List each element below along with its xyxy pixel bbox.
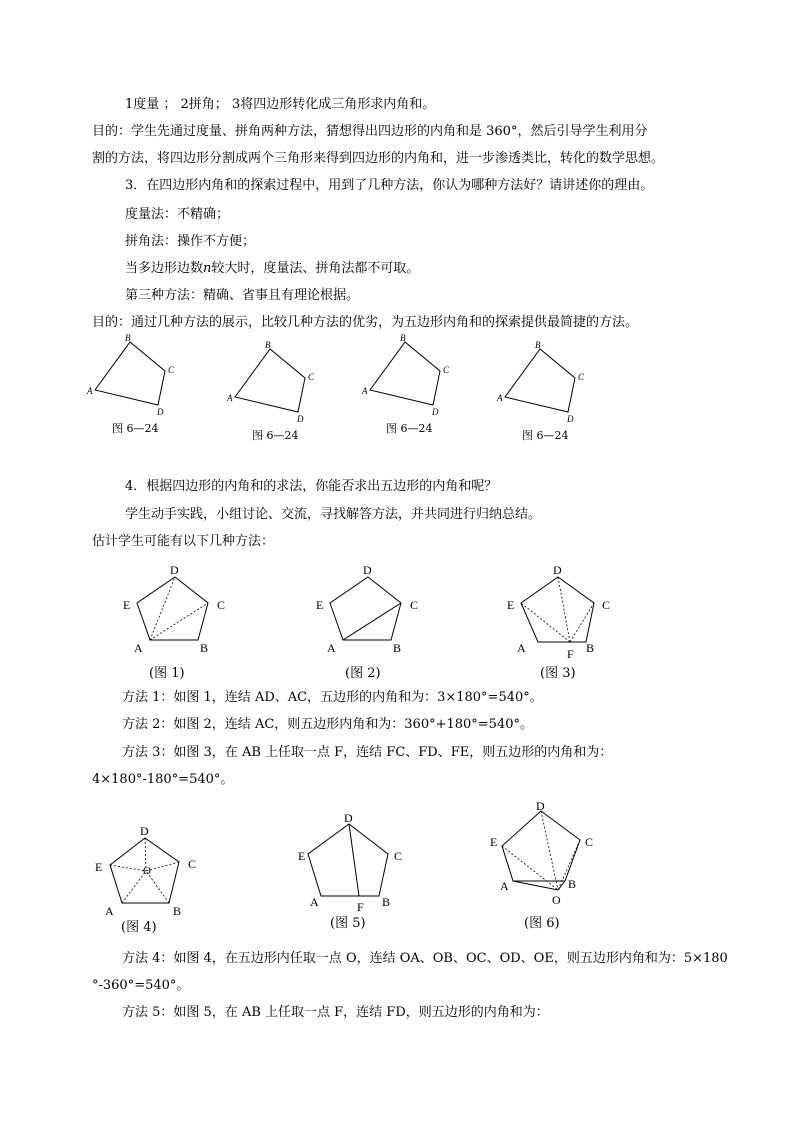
- pentagon-figure-1: [120, 560, 226, 655]
- pentagon-figure-2: [313, 560, 419, 655]
- caption-pent-4: (图 4): [121, 920, 157, 935]
- text-line-10: 4．根据四边形的内角和的求法，你能否求出五边形的内角和呢？: [125, 479, 498, 494]
- label-A: A: [500, 879, 509, 893]
- label-E: E: [316, 598, 324, 612]
- label-D: D: [170, 563, 179, 577]
- text-line-7: [125, 261, 419, 277]
- caption-quad-1: 图 6—24: [112, 422, 159, 435]
- label-B: B: [400, 333, 406, 343]
- label-C: C: [578, 372, 585, 382]
- text-line-11: 学生动手实践，小组讨论、交流，寻找解答方法，并共同进行归纳总结。: [125, 507, 542, 522]
- text-line-9: 目的：通过几种方法的展示，比较几种方法的优劣，为五边形内角和的探索提供最简捷的方法。: [92, 315, 639, 330]
- label-O: O: [143, 865, 151, 877]
- caption-quad-2: 图 6—24: [252, 429, 299, 442]
- label-A: A: [327, 641, 336, 655]
- pentagon-figure-4: [92, 823, 202, 918]
- text-line-12: 估计学生可能有以下几种方法：: [92, 534, 275, 549]
- label-B: B: [393, 641, 402, 655]
- label-E: E: [490, 835, 498, 849]
- text-line-8: 第三种方法：精确、省事且有理论根据。: [125, 288, 360, 303]
- label-B: B: [568, 877, 577, 891]
- caption-quad-3: 图 6—24: [386, 422, 433, 435]
- caption-pent-6: (图 6): [524, 916, 560, 931]
- label-D: D: [567, 414, 574, 424]
- label-B: B: [586, 641, 595, 655]
- label-A: A: [497, 393, 503, 403]
- label-E: E: [298, 849, 306, 863]
- label-A: A: [227, 393, 233, 403]
- text-line-3: 割的方法，将四边形分割成两个三角形来得到四边形的内角和，进一步渗透类比，转化的数学思想。: [92, 151, 665, 166]
- text-line-7-a: 当多边形边数: [125, 261, 204, 276]
- pentagon-figure-3: [506, 560, 616, 660]
- label-D: D: [140, 824, 149, 838]
- label-C: C: [585, 835, 594, 849]
- label-B: B: [265, 340, 271, 350]
- caption-pent-2: (图 2): [345, 666, 381, 681]
- method-2: 方法 2：如图 2，连结 AC，则五边形内角和为：360°+180°=540°。: [122, 717, 533, 732]
- label-C: C: [168, 365, 175, 375]
- label-E: E: [95, 860, 103, 874]
- quadrilateral-figure-2: [225, 340, 325, 424]
- quadrilateral-figure-4: [495, 340, 595, 424]
- pentagon-figure-6: [488, 798, 608, 913]
- label-D: D: [432, 407, 439, 417]
- caption-pent-5: (图 5): [330, 916, 366, 931]
- label-B: B: [173, 904, 182, 918]
- method-4: 方法 4：如图 4，在五边形内任取一点 O，连结 OA、OB、OC、OD、OE，则五边形内角和为：5×180: [122, 951, 728, 966]
- label-B: B: [382, 895, 391, 909]
- text-line-2: 目的：学生先通过度量、拼角两种方法，猜想得出四边形的内角和是 360°，然后引导学生利用分: [92, 124, 648, 139]
- label-D: D: [553, 563, 562, 577]
- text-line-5: 度量法：不精确；: [125, 207, 230, 222]
- label-B: B: [200, 641, 209, 655]
- text-line-4: 3．在四边形内角和的探索过程中，用到了几种方法，你认为哪种方法好？请讲述你的理由。: [125, 178, 654, 193]
- text-line-6: 拼角法：操作不方便；: [125, 234, 256, 249]
- label-D: D: [157, 407, 164, 417]
- label-C: C: [308, 372, 315, 382]
- label-F: F: [357, 900, 364, 914]
- label-C: C: [217, 598, 226, 612]
- label-C: C: [443, 365, 450, 375]
- text-line-1: 1度量 ； 2拼角； 3将四边形转化成三角形求内角和。: [125, 97, 436, 112]
- quadrilateral-figure-3: [360, 333, 460, 417]
- method-3-cont: 4×180°-180°=540°。: [92, 772, 234, 787]
- caption-quad-4: 图 6—24: [522, 429, 569, 442]
- label-D: D: [536, 799, 545, 813]
- label-A: A: [105, 904, 114, 918]
- method-5: 方法 5：如图 5，在 AB 上任取一点 F，连结 FD，则五边形的内角和为：: [122, 1005, 549, 1020]
- caption-pent-3: (图 3): [540, 666, 576, 681]
- label-C: C: [410, 598, 419, 612]
- quadrilateral-figure-1: [85, 333, 185, 417]
- label-A: A: [310, 895, 319, 909]
- label-A: A: [517, 641, 526, 655]
- label-D: D: [363, 563, 372, 577]
- label-B: B: [125, 333, 131, 343]
- label-C: C: [602, 598, 611, 612]
- pentagon-figure-5: [296, 810, 406, 914]
- method-1: 方法 1：如图 1，连结 AD、AC，五边形的内角和为：3×180°=540°。: [122, 690, 543, 705]
- label-B: B: [535, 340, 541, 350]
- label-O: O: [552, 893, 561, 907]
- method-4-cont: °-360°=540°。: [92, 978, 190, 993]
- label-D: D: [344, 811, 353, 825]
- label-C: C: [394, 849, 403, 863]
- label-A: A: [134, 641, 143, 655]
- label-D: D: [297, 414, 304, 424]
- label-E: E: [123, 598, 131, 612]
- variable-n: n: [203, 261, 212, 276]
- text-line-7-b: 较大时，度量法、拼角法都不可取。: [211, 261, 420, 276]
- label-F: F: [567, 647, 574, 661]
- label-E: E: [507, 598, 515, 612]
- label-A: A: [87, 386, 93, 396]
- caption-pent-1: (图 1): [149, 666, 185, 681]
- label-A: A: [362, 386, 368, 396]
- label-C: C: [188, 857, 197, 871]
- method-3: 方法 3：如图 3，在 AB 上任取一点 F，连结 FC、FD、FE，则五边形的内角和为：: [122, 745, 613, 760]
